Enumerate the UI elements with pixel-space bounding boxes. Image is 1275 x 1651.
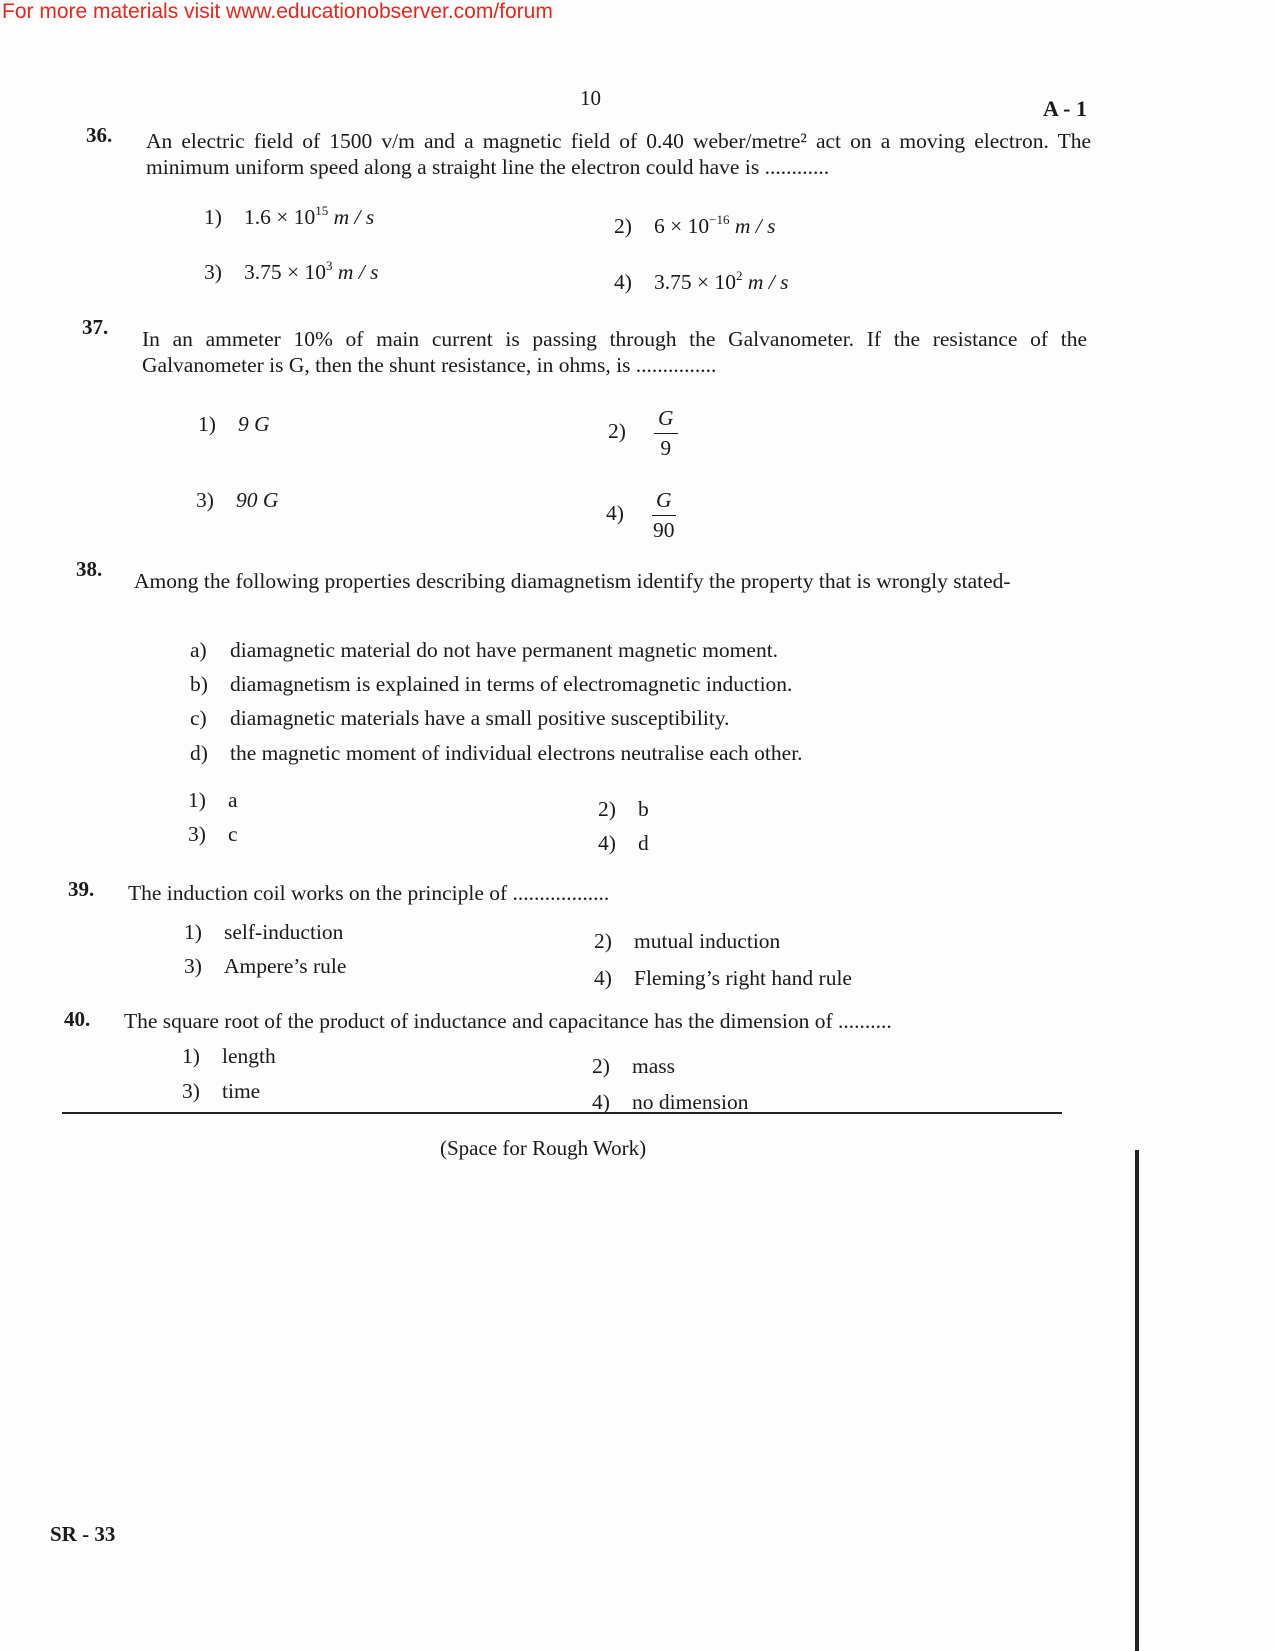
fraction-denominator: 90 [653,518,675,542]
divider-line [62,1112,1062,1114]
option-unit: m / s [337,260,379,284]
option-unit: m / s [747,270,789,294]
option-value: mass [632,1054,675,1078]
option-4 [606,488,676,543]
option-unit: m / s [734,214,776,238]
option-2 [598,797,649,822]
footer-code: SR - 33 [50,1522,116,1546]
question-number: 40. [64,1007,91,1031]
option-label: 1) [198,412,216,436]
fraction-denominator: 9 [660,436,672,460]
option-exponent: −16 [709,212,730,227]
statement-text: diamagnetism is explained in terms of electromagnetic induction. [230,672,793,696]
option-label: 3) [184,954,202,978]
option-label: 4) [606,501,624,526]
rough-work-label: (Space for Rough Work) [440,1136,647,1160]
option-4 [598,831,649,856]
page-number: 10 [580,86,601,110]
option-label: 4) [592,1090,610,1114]
option-3 [184,954,346,979]
option-value: no dimension [632,1090,749,1114]
statement-b [190,672,792,697]
question-number: 37. [82,315,109,339]
option-1 [188,788,238,813]
statement-label: d) [190,741,208,765]
option-1 [204,205,374,230]
scan-edge-mark [1135,1150,1139,1651]
option-exponent: 2 [736,268,743,283]
statement-label: c) [190,706,207,730]
option-value: 9 G [238,412,270,436]
option-label: 3) [182,1079,200,1103]
option-value: d [638,831,649,855]
question-text: An electric field of 1500 v/m and a magnetic field of 0.40 weber/metre² act on a moving electron. The minimum uniform speed along a straight line the electron could have is ............ [146,129,1091,179]
option-label: 2) [608,419,626,444]
option-1 [198,412,270,437]
option-unit: m / s [333,205,375,229]
option-value: 3.75 × 10 [654,270,737,294]
option-label: 1) [184,920,202,944]
option-label: 2) [614,214,632,238]
option-1 [184,920,343,945]
statement-label: a) [190,638,207,662]
question-number: 38. [76,557,103,581]
option-exponent: 3 [326,258,333,273]
statement-label: b) [190,672,208,696]
option-label: 4) [594,966,612,990]
statement-c [190,706,730,731]
option-value: 90 G [236,488,279,512]
option-label: 1) [182,1044,200,1068]
option-label: 3) [196,488,214,512]
option-value: length [222,1044,276,1068]
question-text: The square root of the product of inductance and capacitance has the dimension of .......... [124,1009,892,1033]
option-label: 3) [188,822,206,846]
option-2 [608,406,678,461]
option-label: 2) [598,797,616,821]
option-label: 3) [204,260,222,284]
option-label: 2) [592,1054,610,1078]
option-1 [182,1044,276,1069]
option-value: c [228,822,238,846]
statement-text: diamagnetic material do not have permanent magnetic moment. [230,638,779,662]
option-2 [614,214,775,239]
option-value: self-induction [224,920,344,944]
option-value: b [638,797,649,821]
option-4 [614,270,789,295]
statement-text: diamagnetic materials have a small positive susceptibility. [230,706,730,730]
fraction [652,488,676,543]
option-value: Fleming’s right hand rule [634,966,852,990]
paper-code: A - 1 [1043,96,1087,121]
option-4 [594,966,852,991]
statement-text: the magnetic moment of individual electrons neutralise each other. [230,741,803,765]
question-text: In an ammeter 10% of main current is passing through the Galvanometer. If the resistance of the Galvanometer is G, then the shunt resistance, in ohms, is ............... [142,327,1087,377]
option-2 [594,929,780,954]
option-3 [182,1079,260,1104]
option-value: 3.75 × 10 [244,260,327,284]
option-label: 2) [594,929,612,953]
fraction-numerator: G [654,406,678,434]
question-number: 36. [86,123,113,147]
option-value: mutual induction [634,929,781,953]
question-text: The induction coil works on the principle of .................. [128,881,610,905]
site-banner: For more materials visit www.educationobserver.com/forum [2,0,553,23]
fraction-numerator: G [652,488,676,516]
statement-a [190,638,778,663]
option-value: 1.6 × 10 [244,205,316,229]
option-label: 4) [614,270,632,294]
option-2 [592,1054,675,1079]
question-number: 39. [68,877,95,901]
option-3 [188,822,238,847]
option-3 [204,260,379,285]
option-exponent: 15 [315,203,329,218]
question-text: Among the following properties describing diamagnetism identify the property that is wrongly stated- [134,569,1011,593]
option-value: Ampere’s rule [224,954,347,978]
option-label: 1) [204,205,222,229]
option-value: time [222,1079,261,1103]
statement-d [190,741,803,766]
option-label: 1) [188,788,206,812]
option-value: 6 × 10 [654,214,710,238]
fraction [654,406,678,461]
option-label: 4) [598,831,616,855]
option-3 [196,488,278,513]
option-value: a [228,788,238,812]
